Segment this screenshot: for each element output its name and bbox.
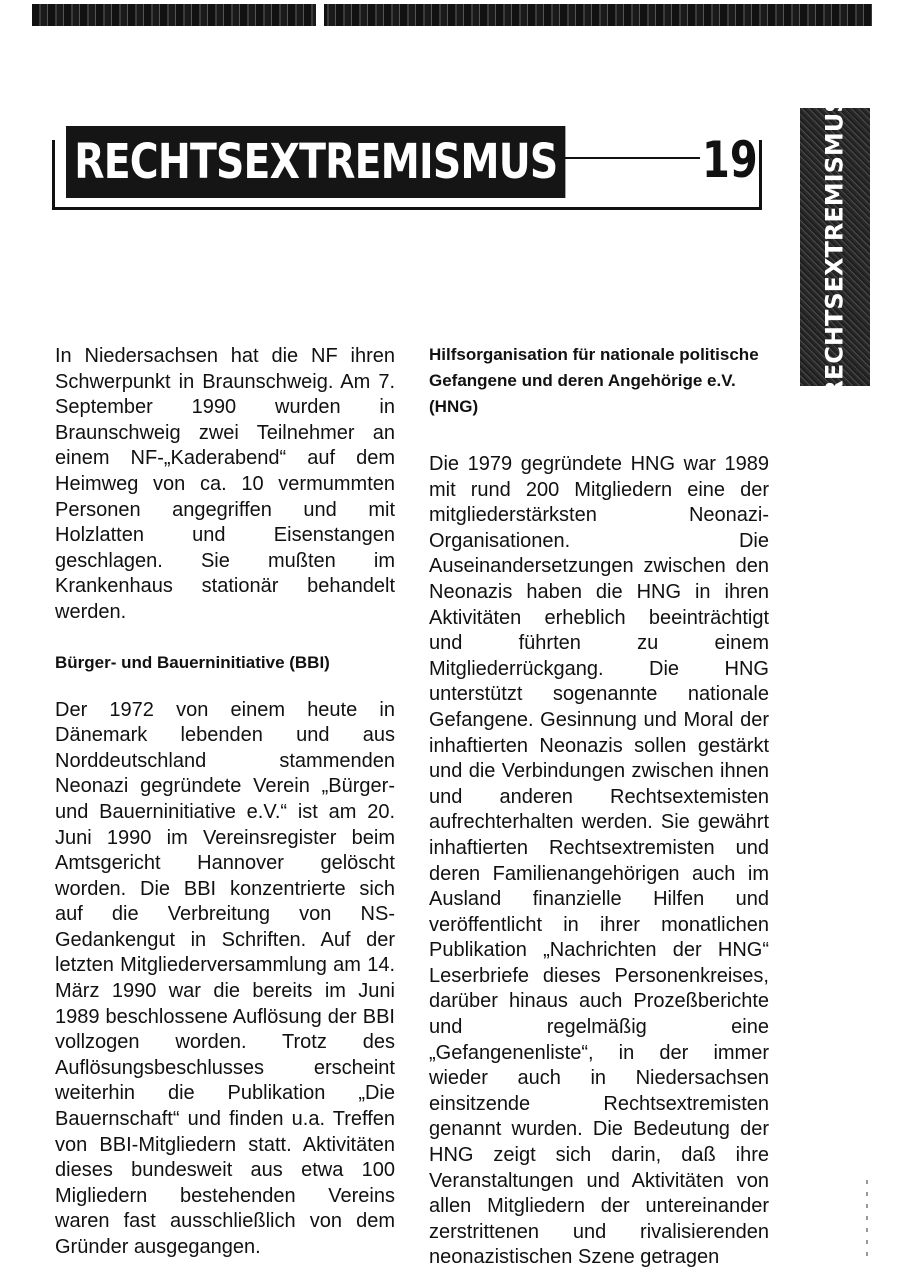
scan-edge-top [32, 4, 872, 26]
scan-edge-right [866, 1180, 868, 1260]
right-column [429, 338, 769, 1271]
page-number: 19 [702, 131, 758, 189]
right-section-heading: Hilfsorganisation für nationale politische Gefangene und deren Angehörige e.V. (HNG) [429, 345, 759, 416]
page-title: RECHTSEXTREMISMUS [66, 126, 566, 198]
left-column [55, 338, 395, 1261]
side-tab-label-wrapper [800, 95, 870, 399]
right-paragraph-1: Die 1979 gegründete HNG war 1989 mit rund 200 Mitgliedern eine der mitgliederstärksten Neonazi-Organisationen. Die Auseinandersetzungen zwischen den Neonazis haben die HNG in ihren Aktivitäten erheblich beeinträchtigt und führten zu einem Mitgliederrückgang. Die HNG unterstützt sogenannte nationale Gefangene. Gesinnung und Moral der inhaftierten Neonazis sollen gestärkt und die Verbindungen zwischen ihnen und anderen Rechtsextemisten aufrechterhalten werden. Sie gewährt inhaftierten Rechtsextremisten und deren Familienangehörigen auch im Ausland finanzielle Hilfen und veröffentlicht in ihrer monatlichen Publikation „Nachrichten der HNG“ Leserbriefe dieses Personenkreises, darüber hinaus auch Prozeßberichte und regelmäßig eine „Gefangenenliste“, in der immer wieder auch in Niedersachsen einsitzende Rechtsextremisten genannt wurden. Die Bedeutung der HNG zeigt sich darin, daß ihre Veranstaltungen und Aktivitäten von allen Mitgliedern der untereinander zerstrittenen und rivalisierenden neonazistischen Szene getragen [429, 453, 769, 1269]
left-paragraph-2: Der 1972 von einem heute in Dänemark lebenden und aus Norddeutschland stammenden Neonazi gegründete Verein „Bürger- und Bauerninitiative e.V.“ ist am 20. Juni 1990 im Vereinsregister beim Amtsgericht Hannover gelöscht worden. Die BBI konzentrierte sich auf die Verbreitung von NS-Gedankengut in Schriften. Auf der letzten Mitgliederversammlung am 14. März 1990 war die bereits im Juni 1989 beschlossene Auflösung der BBI vollzogen worden. Trotz des Auflösungsbeschlusses erscheint weiterhin die Publikation „Die Bauernschaft“ und finden u.a. Treffen von BBI-Mitgliedern statt. Aktivitäten dieses bundesweit aus etwa 100 Migliedern bestehenden Vereins waren fast ausschließlich von dem Gründer ausgegangen. [55, 698, 395, 1258]
side-tab-label: RECHTSEXTREMISMUS [821, 95, 850, 399]
scan-edge-gap [316, 4, 324, 26]
left-section-heading: Bürger- und Bauerninitiative (BBI) [55, 652, 330, 672]
header-rule [560, 157, 700, 159]
left-paragraph-1: In Niedersachsen hat die NF ihren Schwerpunkt in Braunschweig. Am 7. September 1990 wurden in Braunschweig zwei Teilnehmer an einem NF-„Kaderabend“ auf dem Heimweg von ca. 10 vermummten Personen angegriffen und mit Holzlatten und Eisenstangen geschlagen. Sie mußten im Krankenhaus stationär behandelt werden. [55, 345, 395, 623]
